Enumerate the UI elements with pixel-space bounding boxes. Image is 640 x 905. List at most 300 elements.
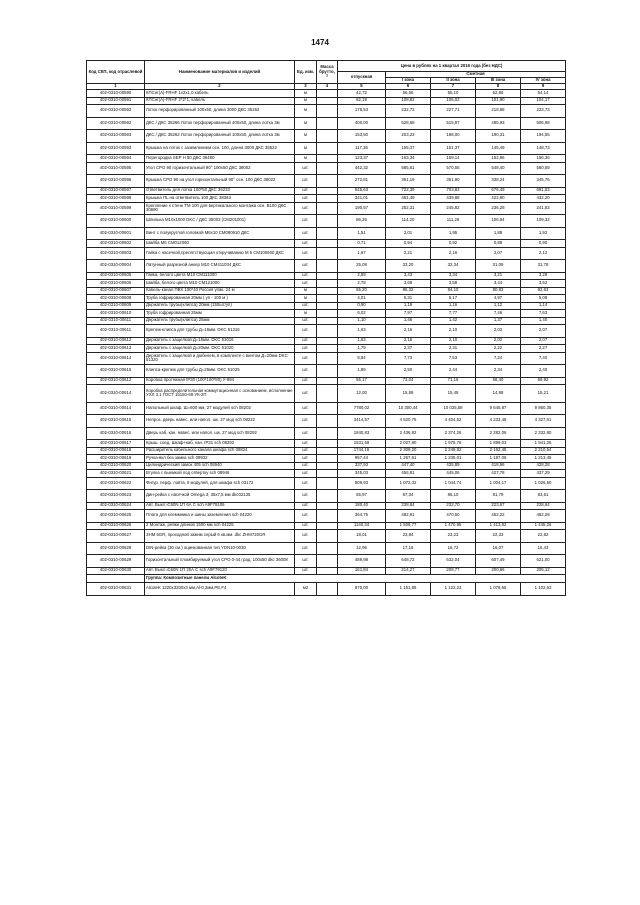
header-otpusk: отпускная: [338, 72, 386, 84]
price-zone1-cell: 5,31: [386, 295, 431, 303]
table-row: [87, 447, 566, 455]
price-zone2-cell: 0,92: [431, 240, 476, 248]
name-cell: Труба гофрированная 25мм: [145, 310, 295, 318]
mass-cell: [317, 215, 338, 228]
price-otpusk-cell: 7780,02: [338, 402, 386, 415]
code-cell: 402-0310-00612: [87, 377, 145, 385]
price-zone3-cell: 7,24: [476, 352, 521, 365]
price-zone4-cell: 2,07: [521, 325, 566, 338]
table-row: [87, 105, 566, 118]
price-zone1-cell: 1 509,77: [386, 522, 431, 530]
table-row: [87, 377, 566, 385]
page-number: 1474: [311, 38, 329, 47]
price-zone4-cell: 1 445,26: [521, 522, 566, 530]
price-otpusk-cell: 1,89: [338, 365, 386, 378]
price-otpusk-cell: 117,35: [338, 142, 386, 155]
price-zone2-cell: 1,42: [431, 317, 476, 325]
unit-cell: шт.: [295, 280, 317, 288]
price-zone2-cell: 435,89: [431, 462, 476, 470]
price-otpusk-cell: 442,32: [338, 162, 386, 175]
table-row: [87, 415, 566, 428]
price-zone1-cell: 87,34: [386, 490, 431, 503]
price-zone1-cell: 447,40: [386, 462, 431, 470]
price-zone3-cell: 495,93: [476, 117, 521, 130]
price-zone2-cell: 570,55: [431, 162, 476, 175]
price-zone4-cell: 2,07: [521, 337, 566, 345]
unit-cell: шт.: [295, 215, 317, 228]
name-cell: Шайба М6 CM012060: [145, 240, 295, 248]
table-row: [87, 402, 566, 415]
price-zone4-cell: 0,90: [521, 240, 566, 248]
price-zone3-cell: 1 078,65: [476, 583, 521, 596]
unit-cell: шт.: [295, 365, 317, 378]
price-zone4-cell: 560,59: [521, 162, 566, 175]
price-zone4-cell: 54,14: [521, 90, 566, 98]
price-zone1-cell: 86,32: [386, 287, 431, 295]
mass-cell: [317, 155, 338, 163]
name-cell: Угол CPO 90 горизонтальный 90° 100х50 ДКС 38002: [145, 162, 295, 175]
name-cell: КПСнг(А)-FRHF 2*2*1, кабель: [145, 97, 295, 105]
name-cell: ЗНМ 6GR, проходной зажим серый 6 кв.мм. dkc ZHM720GR: [145, 530, 295, 543]
price-zone2-cell: 32,34: [431, 260, 476, 273]
price-zone4-cell: 1,92: [521, 227, 566, 240]
price-otpusk-cell: 123,37: [338, 155, 386, 163]
price-otpusk-cell: 364,75: [338, 510, 386, 523]
price-zone2-cell: 632,04: [431, 555, 476, 568]
name-cell: Крышка на лоток с заземлением осн. 100, длина 3000 ДКС 35522: [145, 142, 295, 155]
price-zone3-cell: 427,78: [476, 470, 521, 478]
mass-cell: [317, 317, 338, 325]
unit-cell: шт.: [295, 402, 317, 415]
name-cell: Крепление к стене ТМ 100 для вертикального монтажа осн. В100 ДКС 30690: [145, 202, 295, 215]
code-cell: 402-0310-00600: [87, 215, 145, 228]
unit-cell: шт.: [295, 415, 317, 428]
code-cell: 402-0310-00618: [87, 447, 145, 455]
price-zone1-cell: 3,43: [386, 272, 431, 280]
code-cell: 402-0310-00602: [87, 240, 145, 248]
price-zone1-cell: 2,16: [386, 325, 431, 338]
table-row: [87, 215, 566, 228]
price-zone3-cell: 80,83: [476, 287, 521, 295]
code-cell: 402-0310-00614: [87, 385, 145, 403]
price-zone3-cell: 81,79: [476, 490, 521, 503]
table-row: [87, 97, 566, 105]
price-zone2-cell: 1 235,01: [431, 455, 476, 463]
mass-cell: [317, 385, 338, 403]
mass-cell: [317, 455, 338, 463]
code-cell: 402-0310-00615: [87, 415, 145, 428]
code-cell: 402-0310-00616: [87, 427, 145, 440]
name-cell: Крыш. соед. Шкаф+каб. кан. IP31 sch 08292: [145, 440, 295, 448]
price-zone3-cell: 2 162,45: [476, 447, 521, 455]
price-zone1-cell: 2,01: [386, 227, 431, 240]
price-zone2-cell: 55,10: [431, 90, 476, 98]
unit-cell: шт.: [295, 510, 317, 523]
price-zone3-cell: 4,97: [476, 295, 521, 303]
mass-cell: [317, 97, 338, 105]
price-zone1-cell: 585,61: [386, 162, 431, 175]
price-zone4-cell: 345,76: [521, 175, 566, 188]
table-row: [87, 90, 566, 98]
price-zone2-cell: 703,82: [431, 187, 476, 195]
price-zone1-cell: 0,94: [386, 240, 431, 248]
code-cell: 402-0310-00608: [87, 295, 145, 303]
price-otpusk-cell: 190,57: [338, 202, 386, 215]
price-zone4-cell: 2 332,80: [521, 427, 566, 440]
name-cell: Непроз. дверь навес. или напол. шк. 27 мод sch 08222: [145, 415, 295, 428]
name-cell: Цилиндрический замок 405 sch 08940: [145, 462, 295, 470]
price-zone1-cell: 2,37: [386, 345, 431, 353]
price-zone2-cell: 84,10: [431, 287, 476, 295]
price-otpusk-cell: 957,44: [338, 455, 386, 463]
price-zone3-cell: 223,67: [476, 502, 521, 510]
price-zone2-cell: 16,72: [431, 542, 476, 555]
price-otpusk-cell: 12,00: [338, 385, 386, 403]
table-row: [87, 462, 566, 470]
table-row: [87, 175, 566, 188]
table-row: [87, 317, 566, 325]
table-row: [87, 227, 566, 240]
unit-cell: шт.: [295, 247, 317, 260]
name-cell: Гайка, белого цвета М10 CM111000: [145, 272, 295, 280]
unit-cell: м: [295, 287, 317, 295]
price-zone3-cell: 101,90: [476, 97, 521, 105]
code-cell: 402-0310-00626: [87, 522, 145, 530]
price-zone2-cell: 2,44: [431, 365, 476, 378]
price-otpusk-cell: 2,59: [338, 272, 386, 280]
price-zone3-cell: 16,07: [476, 542, 521, 555]
code-cell: 402-0310-00591: [87, 97, 145, 105]
price-zone1-cell: 648,72: [386, 555, 431, 568]
price-zone1-cell: 17,16: [386, 542, 431, 555]
price-zone1-cell: 203,23: [386, 130, 431, 143]
price-zone3-cell: 607,49: [476, 555, 521, 568]
price-zone4-cell: 7,40: [521, 352, 566, 365]
table-row: [87, 295, 566, 303]
price-zone2-cell: 4 404,52: [431, 415, 476, 428]
unit-cell: м: [295, 130, 317, 143]
mass-cell: [317, 477, 338, 490]
unit-cell: шт.: [295, 345, 317, 353]
price-otpusk-cell: 870,00: [338, 583, 386, 596]
header-zone-2: II зона: [431, 78, 476, 84]
price-zone4-cell: 1 213,45: [521, 455, 566, 463]
price-zone1-cell: 33,20: [386, 260, 431, 273]
price-zone4-cell: 194,55: [521, 130, 566, 143]
price-zone2-cell: 2,31: [431, 345, 476, 353]
name-cell: Держатель трубы(клипса) 20мм (150шт/уп): [145, 302, 295, 310]
code-cell: 402-0310-00614: [87, 352, 145, 365]
price-zone3-cell: 1,37: [476, 317, 521, 325]
mass-cell: [317, 352, 338, 365]
price-zone3-cell: 106,94: [476, 215, 521, 228]
table-row: [87, 542, 566, 555]
price-zone3-cell: 218,88: [476, 105, 521, 118]
code-cell: 402-0310-00619: [87, 455, 145, 463]
price-otpusk-cell: 1140,34: [338, 522, 386, 530]
column-number: 4: [317, 84, 338, 90]
price-zone3-cell: 1 413,82: [476, 522, 521, 530]
code-cell: 402-0310-00612: [87, 337, 145, 345]
mass-cell: [317, 280, 338, 288]
table-row: [87, 117, 566, 130]
price-zone3-cell: 1 899,03: [476, 440, 521, 448]
price-zone4-cell: 148,73: [521, 142, 566, 155]
mass-cell: [317, 402, 338, 415]
name-cell: ДКС / ДКС 35262 Лоток перфорированный 100х50, длина лотка 3м: [145, 130, 295, 143]
unit-cell: м: [295, 117, 317, 130]
price-zone1-cell: 722,39: [386, 187, 431, 195]
table-row: [87, 522, 566, 530]
price-otpusk-cell: 1,51: [338, 227, 386, 240]
price-zone3-cell: 676,49: [476, 187, 521, 195]
mass-cell: [317, 175, 338, 188]
price-zone2-cell: 245,82: [431, 202, 476, 215]
unit-cell: шт.: [295, 470, 317, 478]
table-body: [87, 583, 566, 596]
price-otpusk-cell: 337,93: [338, 462, 386, 470]
price-zone1-cell: 4 520,76: [386, 415, 431, 428]
unit-cell: шт.: [295, 272, 317, 280]
name-cell: Латунный разрезной анкер М10 CM411034 ДКС: [145, 260, 295, 273]
table-row: [87, 280, 566, 288]
price-zone3-cell: 3,44: [476, 280, 521, 288]
price-zone1-cell: 2 309,20: [386, 447, 431, 455]
price-otpusk-cell: 341,01: [338, 195, 386, 203]
price-zone3-cell: 52,86: [476, 90, 521, 98]
price-zone2-cell: 515,97: [431, 117, 476, 130]
mass-cell: [317, 490, 338, 503]
unit-cell: шт.: [295, 462, 317, 470]
mass-cell: [317, 227, 338, 240]
table-row: [87, 555, 566, 568]
code-cell: 402-0310-00610: [87, 310, 145, 318]
mass-cell: [317, 90, 338, 98]
price-otpusk-cell: 1,79: [338, 345, 386, 353]
table-row: [87, 325, 566, 338]
unit-cell: шт.: [295, 477, 317, 490]
mass-cell: [317, 377, 338, 385]
column-number: 5: [338, 84, 386, 90]
price-zone3-cell: 7,46: [476, 310, 521, 318]
price-zone4-cell: 2,12: [521, 247, 566, 260]
price-zone3-cell: 200,66: [476, 567, 521, 575]
name-cell: Ответвитель для лотка 100*50 ДКС 36233: [145, 187, 295, 195]
code-cell: 402-0310-00596: [87, 175, 145, 188]
table-row: [87, 310, 566, 318]
price-zone4-cell: 1,14: [521, 302, 566, 310]
price-zone2-cell: 2,10: [431, 337, 476, 345]
table-row: [87, 272, 566, 280]
code-cell: 402-0310-00609: [87, 302, 145, 310]
price-zone3-cell: 418,96: [476, 462, 521, 470]
header-zone-1: I зона: [386, 78, 431, 84]
price-zone2-cell: 2 374,26: [431, 427, 476, 440]
code-cell: 402-0310-00592: [87, 117, 145, 130]
price-zone1-cell: 7,97: [386, 310, 431, 318]
mass-cell: [317, 142, 338, 155]
price-otpusk-cell: 0,90: [338, 302, 386, 310]
price-zone1-cell: 1,19: [386, 302, 431, 310]
price-zone3-cell: 452,22: [476, 510, 521, 523]
price-zone1-cell: 10 300,44: [386, 402, 431, 415]
price-zone1-cell: 482,91: [386, 510, 431, 523]
price-zone1-cell: 451,49: [386, 195, 431, 203]
price-zone4-cell: 691,53: [521, 187, 566, 195]
price-zone2-cell: 5,17: [431, 295, 476, 303]
price-zone2-cell: 10 035,58: [431, 402, 476, 415]
code-cell: 402-0310-00605: [87, 272, 145, 280]
price-zone4-cell: 241,53: [521, 202, 566, 215]
price-zone1-cell: 361,19: [386, 175, 431, 188]
table-row: [87, 162, 566, 175]
code-cell: 402-0310-00606: [87, 280, 145, 288]
code-cell: 402-0310-00592: [87, 105, 145, 118]
mass-cell: [317, 345, 338, 353]
price-zone2-cell: 151,37: [431, 142, 476, 155]
code-cell: 402-0310-00620: [87, 462, 145, 470]
name-cell: Кабель-канал ПВХ 100*40 Россия упак. 24 м: [145, 287, 295, 295]
mass-cell: [317, 502, 338, 510]
column-number: 3: [295, 84, 317, 90]
price-zone1-cell: 114,20: [386, 215, 431, 228]
name-cell: Дин-рейка с насечкой Omega 3, 35х7,5 мм dkc02135: [145, 490, 295, 503]
name-cell: Расширитель кабельного канала шкафа sch 08824: [145, 447, 295, 455]
unit-cell: шт.: [295, 302, 317, 310]
price-otpusk-cell: 1744,16: [338, 447, 386, 455]
mass-cell: [317, 522, 338, 530]
price-otpusk-cell: 55,17: [338, 377, 386, 385]
price-otpusk-cell: 12,96: [338, 542, 386, 555]
price-zone2-cell: 85,10: [431, 490, 476, 503]
unit-cell: шт.: [295, 195, 317, 203]
name-cell: Держатель с защелкой и дюбелем, в комплекте с винтом Д=20мм DKC 51320: [145, 352, 295, 365]
price-otpusk-cell: 65,20: [338, 287, 386, 295]
price-otpusk-cell: 1840,83: [338, 427, 386, 440]
name-cell: Клипса-крепеж для трубы Д=25мм. DKC 51025: [145, 365, 295, 378]
price-zone2-cell: 23,23: [431, 530, 476, 543]
unit-cell: шт.: [295, 187, 317, 195]
mass-cell: [317, 415, 338, 428]
name-cell: Лоток перфорированный 100х50, длина 3000 ДКС 35262: [145, 105, 295, 118]
price-zone1-cell: 73,04: [386, 377, 431, 385]
name-cell: Держатель с защелкой Д=20мм. DKC 51020: [145, 345, 295, 353]
price-zone3-cell: 9 645,87: [476, 402, 521, 415]
price-zone2-cell: 159,14: [431, 155, 476, 163]
table-row: [87, 240, 566, 248]
price-zone2-cell: 1,95: [431, 227, 476, 240]
unit-cell: шт.: [295, 240, 317, 248]
unit-cell: шт.: [295, 337, 317, 345]
mass-cell: [317, 117, 338, 130]
price-zone1-cell: 2 436,92: [386, 427, 431, 440]
mass-cell: [317, 295, 338, 303]
header-name: Наименование материалов и изделий: [145, 61, 295, 84]
price-otpusk-cell: 1,63: [338, 337, 386, 345]
price-zone4-cell: 31,78: [521, 260, 566, 273]
price-zone2-cell: 1 975,76: [431, 440, 476, 448]
unit-cell: шт.: [295, 385, 317, 403]
name-cell: Держатель трубы(клипса) 25мм: [145, 317, 295, 325]
price-zone3-cell: 338,24: [476, 175, 521, 188]
price-zone3-cell: 422,80: [476, 195, 521, 203]
unit-cell: м: [295, 142, 317, 155]
column-number: 6: [386, 84, 431, 90]
mass-cell: [317, 510, 338, 523]
unit-cell: м: [295, 97, 317, 105]
price-zone2-cell: 198,00: [431, 130, 476, 143]
unit-cell: шт.: [295, 502, 317, 510]
name-cell: 2 Монтаж. рейки длиной 1500 мм sch 04225: [145, 522, 295, 530]
code-cell: 402-0310-00630: [87, 567, 145, 575]
code-cell: 402-0310-00595: [87, 162, 145, 175]
name-cell: Втулка с выемкой под отвертку sch 08946: [145, 470, 295, 478]
price-otpusk-cell: 25,08: [338, 260, 386, 273]
price-zone4-cell: 3,52: [521, 280, 566, 288]
price-zone4-cell: 1 941,26: [521, 440, 566, 448]
price-zone3-cell: 31,09: [476, 260, 521, 273]
price-zone4-cell: 223,73: [521, 105, 566, 118]
column-number: 1: [87, 84, 145, 90]
header-mass: Масса брутто, т: [317, 61, 338, 84]
unit-cell: шт.: [295, 317, 317, 325]
name-cell: Плата для клеммника и шины заземления sch 04220: [145, 510, 295, 523]
price-zone3-cell: 190,31: [476, 130, 521, 143]
price-otpusk-cell: 400,00: [338, 117, 386, 130]
price-zone4-cell: 1 026,50: [521, 477, 566, 490]
price-zone2-cell: 3,34: [431, 272, 476, 280]
price-zone3-cell: 1,88: [476, 227, 521, 240]
price-zone2-cell: 470,50: [431, 510, 476, 523]
price-zone3-cell: 2,34: [476, 365, 521, 378]
price-zone1-cell: 2,16: [386, 337, 431, 345]
price-zone1-cell: 56,56: [386, 90, 431, 98]
table-row: [87, 567, 566, 575]
code-cell: 402-0310-00625: [87, 510, 145, 523]
price-otpusk-cell: 2,78: [338, 280, 386, 288]
unit-cell: м: [295, 155, 317, 163]
code-cell: 402-0310-00607: [87, 287, 145, 295]
price-zone1-cell: 232,72: [386, 105, 431, 118]
price-zone2-cell: 1 470,95: [431, 522, 476, 530]
code-cell: 402-0310-00629: [87, 555, 145, 568]
price-zone1-cell: 2 027,90: [386, 440, 431, 448]
code-cell: 402-0310-00617: [87, 440, 145, 448]
name-cell: Горизонтальный пломбируемый угол CPO 0-44 град. 100х50 dkc 36008: [145, 555, 295, 568]
price-zone2-cell: 208,77: [431, 567, 476, 575]
unit-cell: шт.: [295, 522, 317, 530]
column-number: 2: [145, 84, 295, 90]
table-row: [87, 385, 566, 403]
name-cell: Гайка с насечкой,препятствующая откручиванию М 6 CM100600 ДКС: [145, 247, 295, 260]
table-row: [87, 155, 566, 163]
price-zone2-cell: 1 044,74: [431, 477, 476, 490]
price-zone1-cell: 23,84: [386, 530, 431, 543]
unit-cell: шт.: [295, 175, 317, 188]
price-zone4-cell: 15,21: [521, 385, 566, 403]
mass-cell: [317, 365, 338, 378]
price-zone4-cell: 205,12: [521, 567, 566, 575]
mass-cell: [317, 272, 338, 280]
price-otpusk-cell: 4,01: [338, 295, 386, 303]
header-zone-4: IV зона: [521, 78, 566, 84]
name-cell: Шпилька М10х1000 DKC / ДКС 35003 (CM201001): [145, 215, 295, 228]
price-zone4-cell: 16,43: [521, 542, 566, 555]
name-cell: Дверь каб. кан. навес. или напол. шк. 27 мод sch 08292: [145, 427, 295, 440]
price-zone2-cell: 3,58: [431, 280, 476, 288]
price-zone2-cell: 106,02: [431, 97, 476, 105]
code-cell: 402-0310-00621: [87, 470, 145, 478]
